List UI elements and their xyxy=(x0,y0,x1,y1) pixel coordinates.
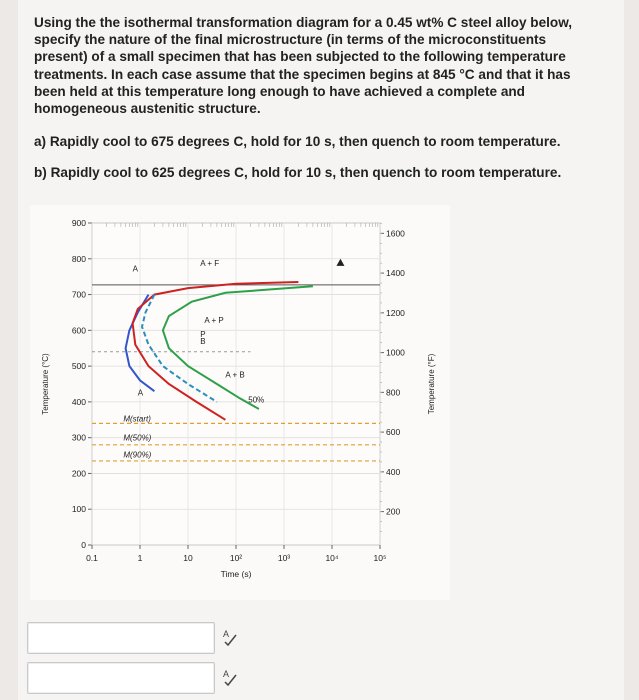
martensite-50-label: M(50%) xyxy=(123,433,152,443)
y-right-tick-label: 200 xyxy=(386,506,401,517)
answer-b-field[interactable] xyxy=(27,662,215,694)
part-a-text: a) Rapidly cool to 675 degrees C, hold for 10 s, then quench to room temperature. xyxy=(34,134,561,149)
x-axis-label: Time (s) xyxy=(220,569,252,579)
y-tick-label: 400 xyxy=(71,396,86,407)
y-right-tick-label: 800 xyxy=(386,387,401,398)
region-label-austenite-bainite: A + B xyxy=(225,370,245,380)
x-tick-label: 10³ xyxy=(277,553,291,563)
y-tick-label: 200 xyxy=(71,468,86,479)
region-label-austenite-pearlite: A + P xyxy=(204,316,224,326)
region-label-bainite: B xyxy=(200,336,206,346)
region-label-austenite-low: A xyxy=(137,388,144,398)
question-text: Using the the isothermal transformation diagram for a 0.45 wt% C steel alloy below, specify the nature of the final microstructure (in terms of the microconstituents present) of a small specimen that has been subjected to the following temperature treatments. In each case assume that the specimen begins at 845 °C and that it has been held at this temperature long enough to have achieved a complete and homogeneous austenitic structure. xyxy=(34,15,573,117)
spellcheck-icon[interactable] xyxy=(222,667,238,687)
region-label-pearlite: P xyxy=(200,329,206,339)
y-tick-label: 100 xyxy=(71,504,86,515)
martensite-90-label: M(90%) xyxy=(123,450,152,460)
y-tick-label: 300 xyxy=(71,432,86,443)
answer-a-field[interactable] xyxy=(27,622,215,654)
x-tick-label: 1 xyxy=(137,553,143,563)
y-tick-label: 600 xyxy=(71,325,86,336)
part-b-text: b) Rapidly cool to 625 degrees C, hold for 10 s, then quench to room temperature. xyxy=(34,165,562,180)
y-right-tick-label: 1200 xyxy=(386,307,405,318)
region-label-austenite: A xyxy=(132,264,138,274)
y-right-tick-label: 1600 xyxy=(386,228,405,239)
martensite-start-label: M(start) xyxy=(123,414,151,424)
region-label-austenite-ferrite: A + F xyxy=(200,258,220,268)
answer-a-input[interactable] xyxy=(28,623,214,653)
x-tick-label: 10² xyxy=(229,553,243,563)
y-right-axis-label: Temperature (°F) xyxy=(427,353,436,415)
answer-b-input[interactable] xyxy=(28,663,214,693)
y-right-tick-label: 600 xyxy=(386,427,401,438)
y-right-tick-label: 400 xyxy=(386,466,401,477)
x-tick-label: 0.1 xyxy=(86,553,98,563)
x-tick-label: 10⁵ xyxy=(373,553,387,563)
y-tick-label: 500 xyxy=(71,361,86,372)
isothermal-transformation-diagram xyxy=(30,205,450,600)
y-right-tick-label: 1000 xyxy=(386,347,405,358)
y-tick-label: 900 xyxy=(71,218,86,228)
region-label-fifty-percent: 50% xyxy=(248,395,265,405)
x-tick-label: 10⁴ xyxy=(325,553,339,563)
y-axis-label: Temperature (°C) xyxy=(41,353,50,415)
spellcheck-icon[interactable] xyxy=(222,627,238,647)
y-tick-label: 700 xyxy=(71,289,86,300)
y-tick-label: 0 xyxy=(81,540,86,550)
x-tick-label: 10 xyxy=(183,553,193,563)
svg-text:A: A xyxy=(223,669,230,679)
y-right-tick-label: 1400 xyxy=(386,268,405,279)
y-tick-label: 800 xyxy=(71,253,86,264)
svg-text:A: A xyxy=(223,629,230,639)
